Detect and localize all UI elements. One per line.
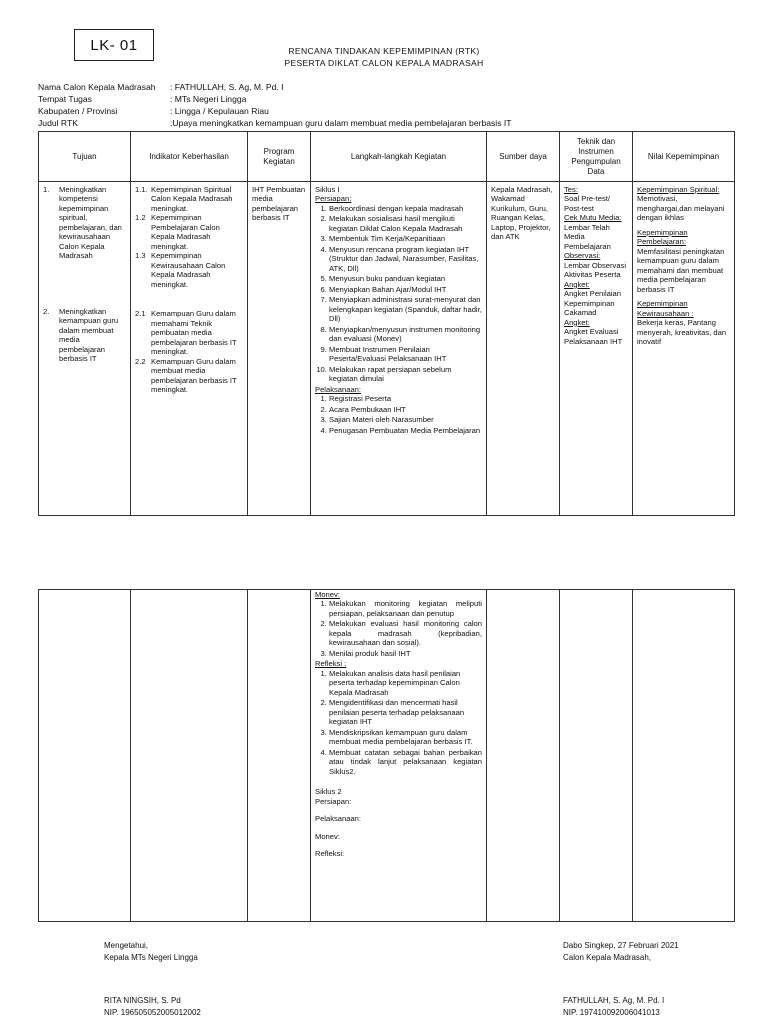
persiapan-list	[315, 204, 482, 384]
meta-row	[38, 106, 269, 116]
list-item: 3. Menilai produk hasil IHT	[329, 649, 482, 658]
header-nilai: Nilai Kepemimpinan	[633, 132, 735, 182]
cell-empty	[560, 590, 633, 922]
spiritual-text: Memotivasi, menghargai,dan melayani dengan ikhlas	[637, 194, 725, 223]
rtk-table-continued	[38, 589, 735, 922]
cell-langkah-continued	[311, 590, 487, 922]
refleksi-label: Refleksi :	[315, 659, 347, 669]
pelaksanaan-list	[315, 394, 482, 435]
indikator-item: 2.1 Kemampuan Guru dalam memahami Teknik pembuatan media pembelajaran berbasis IT meningkat.	[135, 309, 237, 357]
cell-indikator	[131, 182, 248, 516]
list-item: 1. Berkoordinasi dengan kepala madrasah	[329, 204, 482, 213]
cell-sumber	[487, 182, 560, 516]
siklus2-label: Siklus 2	[315, 787, 342, 797]
obs-label: Observasi:	[564, 251, 601, 261]
list-item: 2. Acara Pembukaan IHT	[329, 405, 482, 414]
s2-monev-label: Monev:	[315, 831, 340, 841]
cell-langkah	[311, 182, 487, 516]
doc-title-line2: PESERTA DIKLAT CALON KEPALA MADRASAH	[284, 58, 484, 68]
table-row	[39, 590, 735, 922]
table-row	[39, 182, 735, 516]
list-item: 2. Mengidentifikasi dan mencermati hasil penilaian peserta terhadap pelaksanaan kegiatan IHT	[329, 698, 482, 726]
list-item: 1. Registrasi Peserta	[329, 394, 482, 403]
cell-empty	[248, 590, 311, 922]
meta-key: Kabupaten / Provinsi	[38, 106, 118, 116]
s2-refleksi-label: Refleksi:	[315, 849, 345, 859]
sig-left-name: RITA NINGSIH, S. Pd	[104, 996, 181, 1005]
list-item: 2. Melakukan sosialisasi hasil mengikuti kegiatan Diklat Calon Kepala Madrasah	[329, 214, 482, 233]
cell-empty	[39, 590, 131, 922]
meta-value: :Upaya meningkatkan kemampuan guru dalam membuat media pembelajaran berbasis IT	[170, 118, 512, 128]
pelaksanaan-label: Pelaksanaan:	[315, 384, 362, 394]
spiritual-label: Kepemimpinan Spiritual:	[637, 185, 720, 194]
meta-row	[38, 82, 284, 92]
indikator-item: 1.3 Kepemimpinan Kewirausahaan Calon Kepala Madrasah meningkat.	[135, 251, 226, 289]
doc-title-line1: RENCANA TINDAKAN KEPEMIMPINAN (RTK)	[288, 46, 480, 56]
persiapan-label: Persiapan:	[315, 194, 352, 204]
sig-right-line2: Calon Kepala Madrasah,	[563, 953, 652, 962]
list-item: 2. Melakukan evaluasi hasil monitoring calon kepala madrasah (kepribadian, kewirausahaan dan sosial).	[329, 619, 482, 647]
cell-nilai	[633, 182, 735, 516]
pembelajaran-label: Kepemimpinan Pembelajaran:	[637, 227, 688, 247]
list-item: 3. Mendiskripsikan kemampuan guru dalam membuat media pembelajaran berbasis IT.	[329, 728, 482, 747]
s2-persiapan-label: Persiapan:	[315, 796, 352, 806]
header-langkah: Langkah-langkah Kegiatan	[311, 132, 487, 182]
meta-key: Nama Calon Kepala Madrasah	[38, 82, 156, 92]
pembelajaran-text: Memfasilitasi peningkatan kemampuan guru dalam memahami dan membuat media pembelajaran berbasis IT	[637, 246, 725, 294]
list-item: 4. Penugasan Pembuatan Media Pembelajaran	[329, 426, 482, 435]
cek-label: Cek Mutu Media:	[564, 213, 622, 223]
monev-list	[315, 599, 482, 658]
table-header-row	[39, 132, 735, 182]
header-indikator: Indikator Keberhasilan	[131, 132, 248, 182]
cell-empty	[487, 590, 560, 922]
sumber-text: Kepala Madrasah, Wakamad Kurikulum, Guru, Ruangan Kelas, Laptop, Projektor, dan ATK	[491, 185, 553, 242]
tujuan-item: 1. Meningkatkan kompetensi kepemimpinan spiritual, pembelajaran, dan kewirausahaan Calon Kepala Madrasah	[43, 185, 122, 261]
list-item: 1. Melakukan monitoring kegiatan meliputi persiapan, pelaksanaan dan penutup	[329, 599, 482, 618]
cell-empty	[131, 590, 248, 922]
cell-program	[248, 182, 311, 516]
header-program: Program Kegiatan	[248, 132, 311, 182]
header-sumber: Sumber daya	[487, 132, 560, 182]
sig-right-name: FATHULLAH, S. Ag, M. Pd. I	[563, 996, 665, 1005]
siklus1-label: Siklus I	[315, 185, 340, 194]
angket2-text: Angket Evaluasi Pelaksanaan IHT	[564, 327, 623, 346]
sig-left-line2: Kepala MTs Negeri Lingga	[104, 953, 198, 962]
list-item: 9. Membuat Instrumen Penilaian Peserta/Evaluasi Pelaksanaan IHT	[329, 345, 482, 364]
header-teknik: Teknik dan Instrumen Pengumpulan Data	[560, 132, 633, 182]
list-item: 6. Menyiapkan Bahan Ajar/Modul IHT	[329, 285, 482, 294]
tujuan-item: 2. Meningkatkan kemampuan guru dalam membuat media pembelajaran berbasis IT	[43, 306, 119, 364]
cell-teknik	[560, 182, 633, 516]
angket1-text: Angket Penilaian Kepemimpinan Cakamad	[564, 289, 621, 318]
sig-left-nip: NIP. 196505052005012002	[104, 1008, 201, 1017]
indikator-item: 1.2 Kepemimpinan Pembelajaran Calon Kepala Madrasah meningkat.	[135, 213, 220, 251]
cell-empty	[633, 590, 735, 922]
list-item: 4. Membuat catatan sebagai bahan perbaikan atau tindak lanjut pelaksanaan kegiatan Siklus2.	[329, 748, 482, 776]
sig-right-nip: NIP. 197410092006041013	[563, 1008, 660, 1017]
meta-key: Tempat Tugas	[38, 94, 92, 104]
list-item: 10. Melakukan rapat persiapan sebelum kegiatan dimulai	[329, 365, 482, 384]
list-item: 7. Menyiapkan administrasi surat-menyurat dan kelengkapan kegiatan (Spanduk, daftar hadir, Dll)	[329, 295, 482, 323]
obs-text: Lembar Observasi Aktivitas Peserta	[564, 260, 627, 280]
sig-left-line1: Mengetahui,	[104, 941, 149, 950]
list-item: 3. Sajian Materi oleh Narasumber	[329, 415, 482, 424]
kewirausahaan-text: Bekerja keras, Pantang menyerah, kreativitas, dan inovatif	[637, 318, 727, 347]
list-item: 8. Menyiapkan/menyusun instrumen monitoring dan evaluasi (Monev)	[329, 325, 482, 344]
indikator-item: 1.1. Kepemimpinan Spiritual Calon Kepala Madrasah meningkat.	[135, 185, 233, 213]
header-tujuan: Tujuan	[39, 132, 131, 182]
meta-value: : MTs Negeri Lingga	[170, 94, 247, 104]
rtk-table	[38, 131, 735, 516]
meta-row	[38, 94, 246, 104]
meta-row	[38, 118, 512, 128]
refleksi-list	[315, 669, 482, 776]
list-item: 5. Menyusun buku panduan kegiatan	[329, 274, 482, 283]
indikator-item: 2.2 Kemampuan Guru dalam membuat media pembelajaran berbasis IT meningkat.	[135, 356, 237, 395]
tes-text: Soal Pre-test/ Post-test	[564, 194, 611, 213]
cell-tujuan	[39, 182, 131, 516]
cek-text: Lembar Telah Media Pembelajaran	[564, 222, 611, 251]
sig-right-line1: Dabo Singkep, 27 Februari 2021	[563, 941, 679, 950]
list-item: 1. Melakukan analisis data hasil penilaian peserta terhadap kepemimpinan Calon Kepala Madrasah	[329, 669, 482, 697]
tes-label: Tes:	[564, 185, 578, 194]
program-text: IHT Pembuatan media pembelajaran berbasis IT	[252, 185, 306, 223]
list-item: 3. Membentuk Tim Kerja/Kepanitiaan	[329, 234, 482, 243]
meta-key: Judul RTK	[38, 118, 78, 128]
list-item: 4. Menyusun rencana program kegiatan IHT (Struktur dan Jadwal, Narasumber, Fasilitas, ATK, Dll)	[329, 245, 482, 273]
s2-pelaksanaan-label: Pelaksanaan:	[315, 814, 362, 824]
lk-label: LK- 01	[74, 29, 154, 61]
angket1-label: Angket:	[564, 279, 590, 289]
meta-value: : Lingga / Kepulauan Riau	[170, 106, 269, 116]
meta-value: : FATHULLAH, S. Ag, M. Pd. I	[170, 82, 284, 92]
angket2-label: Angket:	[564, 317, 590, 327]
kewirausahaan-label: Kepemimpinan Kewirausahaan :	[637, 299, 694, 318]
monev-label: Monev:	[315, 590, 340, 599]
